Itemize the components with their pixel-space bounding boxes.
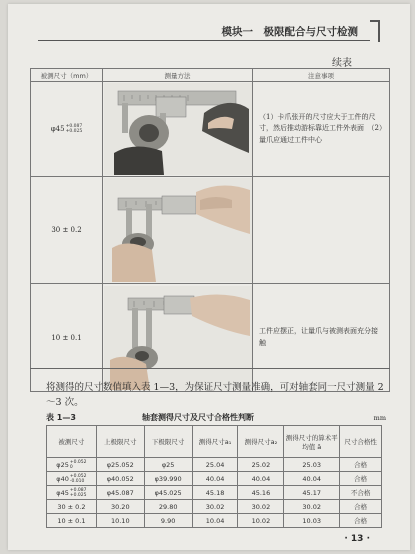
header-rule	[38, 40, 370, 41]
table-title: 轴套测得尺寸及尺寸合格性判断	[142, 413, 254, 422]
note-cell: 工件应摆正，让量爪与被测表面充分接触	[253, 284, 390, 392]
table-bottom-rule	[30, 368, 390, 369]
table-number: 表 1—3	[46, 413, 76, 422]
col-header: 被测尺寸	[47, 426, 97, 458]
table-row	[31, 177, 390, 284]
size-cell: 30 ± 0.2	[31, 177, 103, 284]
table-row: φ45+0.087 +0.025 φ45.087 φ45.025 45.18 45.16 45.17 不合格	[47, 486, 382, 500]
caliper-photo-length	[104, 178, 252, 282]
note-cell	[253, 177, 390, 284]
table-row	[31, 284, 390, 392]
photo-cell	[103, 284, 253, 392]
measurement-results-table	[46, 425, 382, 528]
caliper-photo-width	[104, 286, 252, 390]
book-page	[8, 4, 410, 550]
table-row: 30 ± 0.2 30.20 29.80 30.02 30.02 30.02 合格	[47, 500, 382, 514]
photo-cell	[103, 177, 253, 284]
col-header: 测得尺寸的算术平均值 ā	[284, 426, 340, 458]
col-header: 测得尺寸a₂	[238, 426, 284, 458]
size-cell: 10 ± 0.1	[31, 284, 103, 392]
col-header: 测得尺寸a₁	[192, 426, 238, 458]
table-unit: mm	[373, 414, 386, 422]
caliper-photo-outer-diameter	[104, 83, 252, 175]
table-row: 10 ± 0.1 10.10 9.90 10.04 10.02 10.03 合格	[47, 514, 382, 528]
instruction-paragraph: 将测得的尺寸数值填入表 1—3，为保证尺寸测量准确，可对轴套同一尺寸测量 2～3 次。	[46, 382, 384, 408]
size-cell: φ45+0.087 +0.025	[31, 82, 103, 177]
col-header: 下极限尺寸	[144, 426, 192, 458]
col-header: 尺寸合格性	[340, 426, 382, 458]
page-number: · 13 ·	[344, 534, 370, 544]
col-header: 上极限尺寸	[96, 426, 144, 458]
measurement-method-table	[30, 68, 390, 392]
chapter-title: 模块一 极限配合与尺寸检测	[221, 26, 358, 38]
col-header-size: 被测尺寸（mm）	[31, 69, 103, 82]
table-row: φ25+0.052 0 φ25.052 φ25 25.04 25.02 25.03 合格	[47, 458, 382, 472]
corner-mark	[370, 20, 380, 42]
table-row	[31, 82, 390, 177]
col-header-method: 测量方法	[103, 69, 253, 82]
photo-cell	[103, 82, 253, 177]
note-cell: （1）卡爪张开的尺寸应大于工件的尺寸，然后推动游标靠近工件外表面 （2）量爪应通过工件中心	[253, 82, 390, 177]
table-row: φ40+0.052 -0.010 φ40.052 φ39.990 40.04 40.04 40.04 合格	[47, 472, 382, 486]
col-header-notes: 注意事项	[253, 69, 390, 82]
page-header	[8, 18, 410, 48]
continued-label: 续表	[332, 58, 352, 69]
